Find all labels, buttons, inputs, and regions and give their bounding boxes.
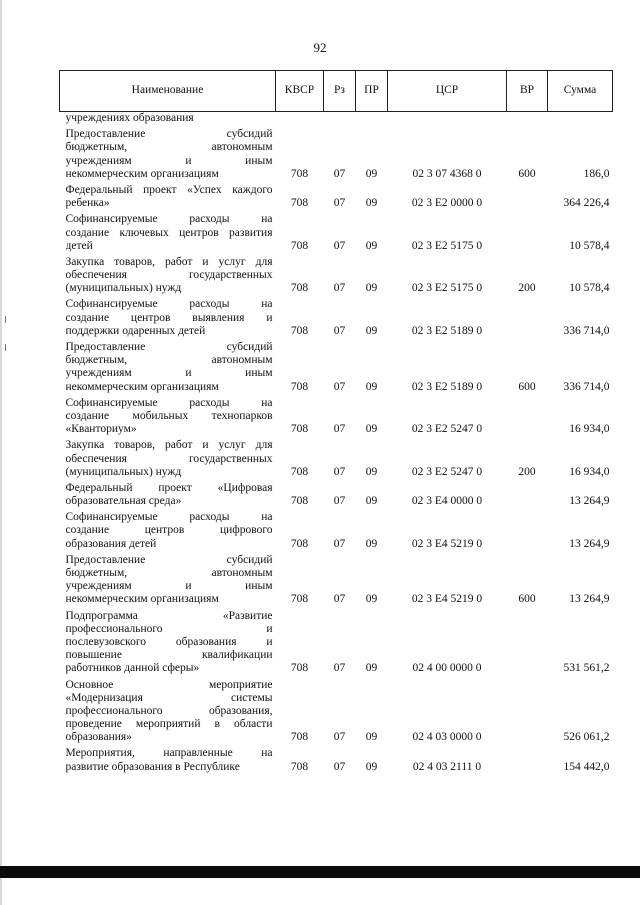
cell-vr: [507, 679, 548, 748]
cell-csr: 02 3 Е2 5189 0: [411, 324, 483, 337]
cell-name: [60, 679, 276, 748]
cell-vr: 200: [518, 465, 536, 478]
cell-name-line: (муниципальных) нужд: [65, 282, 182, 295]
cell-rz: 07: [333, 662, 346, 675]
cell-name-line: образования»: [65, 731, 132, 744]
cell-pr: 09: [365, 662, 378, 675]
cell-kvsr: 708: [290, 423, 309, 436]
cell-csr: 02 4 00 0000 0: [412, 662, 482, 675]
cell-rz: 07: [333, 380, 346, 393]
cell-kvsr: [276, 112, 324, 129]
table-row: [60, 341, 613, 397]
cell-rz: 07: [333, 167, 346, 180]
cell-name-line: детей: [65, 239, 93, 252]
cell-name-line: образования детей: [65, 537, 157, 550]
cell-name-line: Закупка товаров, работ и услуг для: [65, 439, 273, 452]
table-row: [60, 256, 613, 299]
cell-name-line: некоммерческим организациям: [65, 380, 219, 393]
cell-name: [60, 112, 276, 129]
cell-name-line: Предоставление субсидий: [65, 341, 273, 353]
cell-kvsr: 708: [290, 197, 309, 210]
cell-csr: 02 3 Е2 0000 0: [411, 197, 483, 210]
cell-name-line: «Модернизация системы: [65, 691, 273, 704]
cell-csr: 02 4 03 2111 0: [412, 760, 482, 773]
cell-name-line: некоммерческим организациям: [65, 167, 219, 180]
table-header: [60, 71, 613, 112]
scan-edge-mark: [5, 316, 6, 323]
cell-name: [60, 439, 276, 482]
cell-name: [60, 554, 276, 610]
cell-rz: 07: [333, 731, 346, 744]
cell-pr: 09: [365, 282, 378, 295]
cell-csr: 02 3 Е4 0000 0: [411, 495, 483, 508]
header-kvsr: КВСР: [276, 71, 324, 112]
cell-pr: 09: [365, 537, 378, 550]
cell-rz: 07: [333, 495, 346, 508]
scan-edge-mark: [5, 344, 6, 351]
cell-name-line: профессионального образования,: [65, 704, 273, 717]
table-row: [60, 184, 613, 213]
cell-name-line: некоммерческим организациям: [65, 593, 219, 606]
cell-name-line: Федеральный проект «Цифровая: [65, 481, 273, 494]
cell-sum: 526 061,2: [563, 731, 610, 744]
table-body: [60, 112, 613, 777]
cell-rz: 07: [333, 423, 346, 436]
cell-sum: 531 561,2: [563, 662, 610, 675]
table-row: [60, 747, 613, 776]
cell-kvsr: 708: [290, 380, 309, 393]
scan-left-edge: [0, 0, 2, 905]
cell-name-line: Софинансируемые расходы на: [65, 396, 273, 409]
cell-sum: 154 442,0: [563, 760, 610, 773]
cell-csr: 02 4 03 0000 0: [412, 731, 482, 744]
cell-sum: 10 578,4: [569, 239, 610, 252]
cell-sum: 13 264,9: [569, 495, 610, 508]
table-row: [60, 511, 613, 554]
table-row: [60, 112, 613, 129]
cell-sum: 16 934,0: [569, 423, 610, 436]
cell-csr: 02 3 Е2 5247 0: [411, 465, 483, 478]
cell-vr: [507, 112, 548, 129]
cell-kvsr: 708: [290, 662, 309, 675]
cell-name-line: бюджетным, автономным: [65, 141, 273, 154]
cell-pr: 09: [365, 760, 378, 773]
cell-vr: 600: [518, 167, 536, 180]
cell-name-line: обеспечения государственных: [65, 452, 273, 465]
cell-rz: 07: [333, 282, 346, 295]
cell-name-line: обеспечения государственных: [65, 269, 273, 282]
cell-pr: 09: [365, 167, 378, 180]
header-sum: Сумма: [548, 71, 613, 112]
header-name: Наименование: [60, 71, 276, 112]
cell-rz: 07: [333, 465, 346, 478]
cell-pr: 09: [365, 423, 378, 436]
cell-csr: [388, 112, 507, 129]
cell-name-line: бюджетным, автономным: [65, 354, 273, 367]
cell-name-line: Подпрограмма «Развитие: [65, 609, 273, 622]
cell-rz: 07: [333, 537, 346, 550]
cell-name-line: Федеральный проект «Успех каждого: [65, 183, 273, 196]
cell-kvsr: 708: [290, 495, 309, 508]
cell-pr: 09: [365, 197, 378, 210]
cell-name-line: Мероприятия, направленные на: [65, 747, 273, 760]
cell-name-line: учреждениям и иным: [65, 154, 273, 167]
cell-kvsr: 708: [290, 167, 309, 180]
cell-name-line: профессионального и: [65, 622, 273, 635]
cell-name: [60, 341, 276, 397]
cell-sum: 186,0: [583, 167, 610, 180]
cell-sum: 13 264,9: [569, 537, 610, 550]
table-row: [60, 397, 613, 440]
cell-sum: [548, 112, 613, 129]
cell-vr: [507, 610, 548, 679]
cell-vr: [507, 482, 548, 511]
cell-name-line: ребенка»: [65, 197, 110, 210]
cell-vr: [507, 184, 548, 213]
cell-vr: 600: [518, 593, 536, 606]
page-number: 92: [313, 40, 327, 55]
cell-rz: 07: [333, 197, 346, 210]
cell-name: [60, 256, 276, 299]
table-row: [60, 554, 613, 610]
cell-sum: 13 264,9: [569, 593, 610, 606]
table-row: [60, 439, 613, 482]
cell-pr: [356, 112, 388, 129]
cell-rz: 07: [333, 324, 346, 337]
cell-name-line: Предоставление субсидий: [65, 553, 273, 566]
header-pr: ПР: [356, 71, 388, 112]
cell-sum: 10 578,4: [569, 282, 610, 295]
cell-pr: 09: [365, 324, 378, 337]
cell-sum: 16 934,0: [569, 465, 610, 478]
header-vr: ВР: [507, 71, 548, 112]
cell-name-line: создание центров цифрового: [65, 524, 273, 537]
cell-name-line: создание ключевых центров развития: [65, 226, 273, 239]
table-row: [60, 213, 613, 256]
cell-sum: 364 226,4: [563, 197, 610, 210]
cell-name-line: Софинансируемые расходы на: [65, 298, 273, 311]
cell-kvsr: 708: [290, 465, 309, 478]
cell-rz: [324, 112, 356, 129]
cell-name-line: создание мобильных технопарков: [65, 409, 273, 422]
cell-kvsr: 708: [290, 731, 309, 744]
cell-name: [60, 128, 276, 184]
cell-name: [60, 610, 276, 679]
budget-table: [59, 70, 613, 777]
cell-name: [60, 511, 276, 554]
cell-name-line: образовательная среда»: [65, 495, 182, 508]
cell-name-line: Софинансируемые расходы на: [65, 213, 273, 226]
cell-name-line: учреждениям и иным: [65, 367, 273, 380]
cell-name-line: Основное мероприятие: [65, 678, 273, 691]
cell-name-line: развитие образования в Республике: [65, 760, 240, 773]
cell-pr: 09: [365, 495, 378, 508]
cell-name-line: создание центров выявления и: [65, 311, 273, 324]
cell-name-line: (муниципальных) нужд: [65, 465, 182, 478]
cell-rz: 07: [333, 239, 346, 252]
cell-csr: 02 3 Е2 5189 0: [411, 380, 483, 393]
cell-vr: [507, 747, 548, 776]
table-row: [60, 610, 613, 679]
cell-name: [60, 747, 276, 776]
cell-vr: 200: [518, 282, 536, 295]
cell-name-line: учреждениях образования: [65, 112, 194, 124]
cell-kvsr: 708: [290, 760, 309, 773]
cell-name: [60, 213, 276, 256]
cell-csr: 02 3 Е4 5219 0: [411, 593, 483, 606]
cell-name-line: «Кванториум»: [65, 423, 137, 436]
cell-name-line: Софинансируемые расходы на: [65, 511, 273, 524]
cell-vr: [507, 397, 548, 440]
cell-name: [60, 184, 276, 213]
cell-kvsr: 708: [290, 282, 309, 295]
cell-pr: 09: [365, 731, 378, 744]
cell-vr: [507, 511, 548, 554]
scan-bottom-band: [0, 866, 640, 878]
cell-name-line: работников данной сферы»: [65, 662, 200, 675]
cell-name: [60, 482, 276, 511]
cell-name-line: Закупка товаров, работ и услуг для: [65, 255, 273, 268]
cell-kvsr: 708: [290, 593, 309, 606]
cell-rz: 07: [333, 593, 346, 606]
cell-kvsr: 708: [290, 324, 309, 337]
cell-pr: 09: [365, 239, 378, 252]
cell-vr: 600: [518, 380, 536, 393]
table-row: [60, 128, 613, 184]
cell-kvsr: 708: [290, 537, 309, 550]
cell-name-line: бюджетным, автономным: [65, 567, 273, 579]
cell-csr: 02 3 Е2 5175 0: [411, 282, 483, 295]
cell-csr: 02 3 07 4368 0: [412, 167, 482, 180]
cell-sum: 336 714,0: [563, 380, 610, 393]
cell-name: [60, 298, 276, 341]
table-row: [60, 679, 613, 748]
header-csr: ЦСР: [388, 71, 507, 112]
cell-name-line: Предоставление субсидий: [65, 128, 273, 141]
cell-pr: 09: [365, 593, 378, 606]
cell-kvsr: 708: [290, 239, 309, 252]
table-row: [60, 482, 613, 511]
cell-name-line: послевузовского образования и: [65, 635, 273, 648]
cell-rz: 07: [333, 760, 346, 773]
header-rz: Рз: [324, 71, 356, 112]
cell-name: [60, 397, 276, 440]
cell-csr: 02 3 Е4 5219 0: [411, 537, 483, 550]
cell-pr: 09: [365, 380, 378, 393]
cell-sum: 336 714,0: [563, 324, 610, 337]
cell-csr: 02 3 Е2 5175 0: [411, 239, 483, 252]
cell-name-line: поддержки одаренных детей: [65, 324, 206, 337]
cell-name-line: повышение квалификации: [65, 649, 273, 662]
cell-csr: 02 3 Е2 5247 0: [411, 423, 483, 436]
cell-name-line: учреждениям и иным: [65, 580, 273, 593]
table-row: [60, 298, 613, 341]
cell-pr: 09: [365, 465, 378, 478]
cell-name-line: проведение мероприятий в области: [65, 718, 273, 731]
cell-vr: [507, 213, 548, 256]
cell-vr: [507, 298, 548, 341]
